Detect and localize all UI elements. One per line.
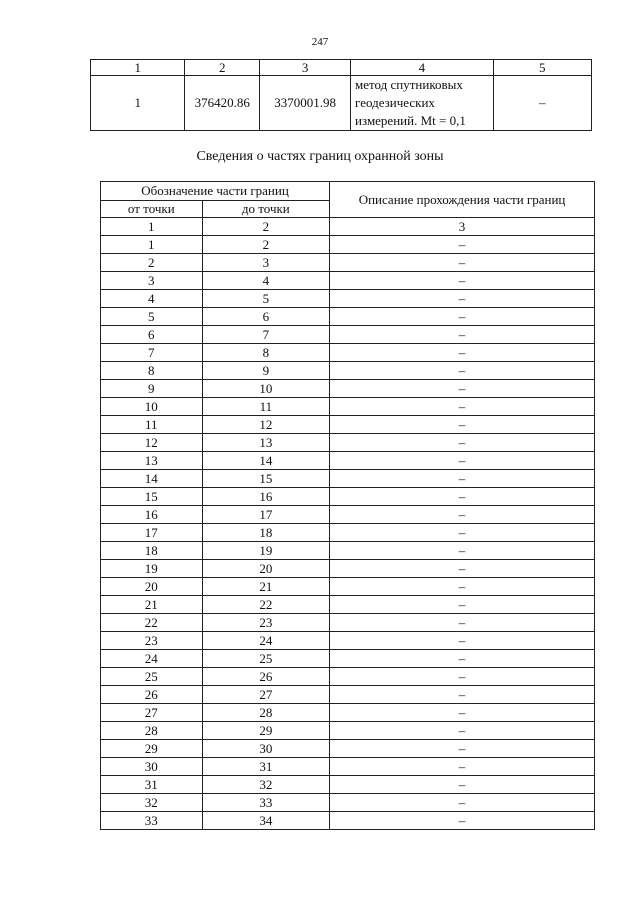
description-cell: – [330,416,595,434]
description-cell: – [330,560,595,578]
to-point-cell: 27 [202,686,329,704]
from-point-cell: 15 [101,488,203,506]
to-point-cell: 26 [202,668,329,686]
table-row [101,380,595,398]
index-cell: 3 [330,218,595,236]
parts-header-row [101,182,595,201]
to-point-cell: 30 [202,740,329,758]
table-row [101,470,595,488]
table-row [101,578,595,596]
description-cell: – [330,740,595,758]
table-row [101,488,595,506]
description-cell: – [330,452,595,470]
from-point-cell: 5 [101,308,203,326]
header-to-point: до точки [202,201,329,218]
to-point-cell: 14 [202,452,329,470]
table-row [101,452,595,470]
to-point-cell: 3 [202,254,329,272]
parts-table-body [101,218,595,830]
from-point-cell: 29 [101,740,203,758]
point-description: – [493,76,591,131]
description-cell: – [330,542,595,560]
to-point-cell: 13 [202,434,329,452]
description-cell: – [330,488,595,506]
to-point-cell: 16 [202,488,329,506]
table-row [101,254,595,272]
header-from-point: от точки [101,201,203,218]
to-point-cell: 20 [202,560,329,578]
to-point-cell: 8 [202,344,329,362]
index-cell: 1 [101,218,203,236]
to-point-cell: 12 [202,416,329,434]
from-point-cell: 20 [101,578,203,596]
from-point-cell: 13 [101,452,203,470]
from-point-cell: 23 [101,632,203,650]
from-point-cell: 22 [101,614,203,632]
to-point-cell: 34 [202,812,329,830]
from-point-cell: 14 [101,470,203,488]
table-row [101,362,595,380]
description-cell: – [330,470,595,488]
column-number-2: 2 [185,60,260,76]
to-point-cell: 17 [202,506,329,524]
from-point-cell: 17 [101,524,203,542]
table-row [101,632,595,650]
from-point-cell: 4 [101,290,203,308]
to-point-cell: 21 [202,578,329,596]
from-point-cell: 33 [101,812,203,830]
point-number: 1 [91,76,185,131]
description-cell: – [330,236,595,254]
from-point-cell: 25 [101,668,203,686]
to-point-cell: 23 [202,614,329,632]
table-row [101,434,595,452]
from-point-cell: 16 [101,506,203,524]
from-point-cell: 12 [101,434,203,452]
table-row [101,236,595,254]
to-point-cell: 29 [202,722,329,740]
table-row [101,668,595,686]
measurement-method: метод спутниковых геодезических измерений. Mt = 0,1 [351,76,494,131]
boundary-parts-table [100,181,595,830]
description-cell: – [330,686,595,704]
column-number-5: 5 [493,60,591,76]
from-point-cell: 8 [101,362,203,380]
from-point-cell: 28 [101,722,203,740]
to-point-cell: 33 [202,794,329,812]
column-number-3: 3 [260,60,351,76]
description-cell: – [330,344,595,362]
index-cell: 2 [202,218,329,236]
description-cell: – [330,776,595,794]
table-row [101,650,595,668]
from-point-cell: 27 [101,704,203,722]
from-point-cell: 32 [101,794,203,812]
table-row [101,560,595,578]
to-point-cell: 6 [202,308,329,326]
description-cell: – [330,326,595,344]
description-cell: – [330,380,595,398]
description-cell: – [330,668,595,686]
index-row [101,218,595,236]
from-point-cell: 7 [101,344,203,362]
table-row [101,704,595,722]
to-point-cell: 15 [202,470,329,488]
table-row [101,416,595,434]
from-point-cell: 19 [101,560,203,578]
to-point-cell: 25 [202,650,329,668]
description-cell: – [330,290,595,308]
from-point-cell: 30 [101,758,203,776]
from-point-cell: 26 [101,686,203,704]
table-row [101,722,595,740]
from-point-cell: 21 [101,596,203,614]
description-cell: – [330,632,595,650]
coordinate-x: 376420.86 [185,76,260,131]
description-cell: – [330,704,595,722]
description-cell: – [330,362,595,380]
to-point-cell: 22 [202,596,329,614]
table-row [101,758,595,776]
from-point-cell: 1 [101,236,203,254]
from-point-cell: 11 [101,416,203,434]
section-title: Сведения о частях границ охранной зоны [196,149,444,164]
column-number-1: 1 [91,60,185,76]
from-point-cell: 3 [101,272,203,290]
to-point-cell: 4 [202,272,329,290]
from-point-cell: 9 [101,380,203,398]
coordinates-header-row [91,60,592,76]
from-point-cell: 2 [101,254,203,272]
coordinates-data-row [91,76,592,131]
table-row [101,812,595,830]
table-row [101,326,595,344]
coordinate-y: 3370001.98 [260,76,351,131]
description-cell: – [330,650,595,668]
table-row [101,524,595,542]
description-cell: – [330,596,595,614]
to-point-cell: 7 [202,326,329,344]
to-point-cell: 10 [202,380,329,398]
table-row [101,614,595,632]
to-point-cell: 28 [202,704,329,722]
description-cell: – [330,398,595,416]
description-cell: – [330,434,595,452]
page-number: 247 [311,36,329,48]
to-point-cell: 11 [202,398,329,416]
table-row [101,290,595,308]
coordinates-table [90,59,592,131]
table-row [101,596,595,614]
table-row [101,272,595,290]
description-cell: – [330,794,595,812]
from-point-cell: 18 [101,542,203,560]
description-cell: – [330,254,595,272]
to-point-cell: 24 [202,632,329,650]
description-cell: – [330,614,595,632]
description-cell: – [330,524,595,542]
description-cell: – [330,758,595,776]
from-point-cell: 24 [101,650,203,668]
to-point-cell: 19 [202,542,329,560]
table-row [101,506,595,524]
table-row [101,686,595,704]
column-number-4: 4 [351,60,494,76]
description-cell: – [330,578,595,596]
table-row [101,740,595,758]
table-row [101,308,595,326]
from-point-cell: 6 [101,326,203,344]
to-point-cell: 5 [202,290,329,308]
from-point-cell: 10 [101,398,203,416]
to-point-cell: 31 [202,758,329,776]
table-row [101,794,595,812]
to-point-cell: 32 [202,776,329,794]
table-row [101,398,595,416]
description-cell: – [330,308,595,326]
to-point-cell: 2 [202,236,329,254]
header-description: Описание прохождения части границ [330,182,595,218]
description-cell: – [330,722,595,740]
description-cell: – [330,506,595,524]
description-cell: – [330,272,595,290]
header-boundary-part: Обозначение части границ [101,182,330,201]
to-point-cell: 18 [202,524,329,542]
table-row [101,542,595,560]
description-cell: – [330,812,595,830]
table-row [101,344,595,362]
to-point-cell: 9 [202,362,329,380]
table-row [101,776,595,794]
from-point-cell: 31 [101,776,203,794]
